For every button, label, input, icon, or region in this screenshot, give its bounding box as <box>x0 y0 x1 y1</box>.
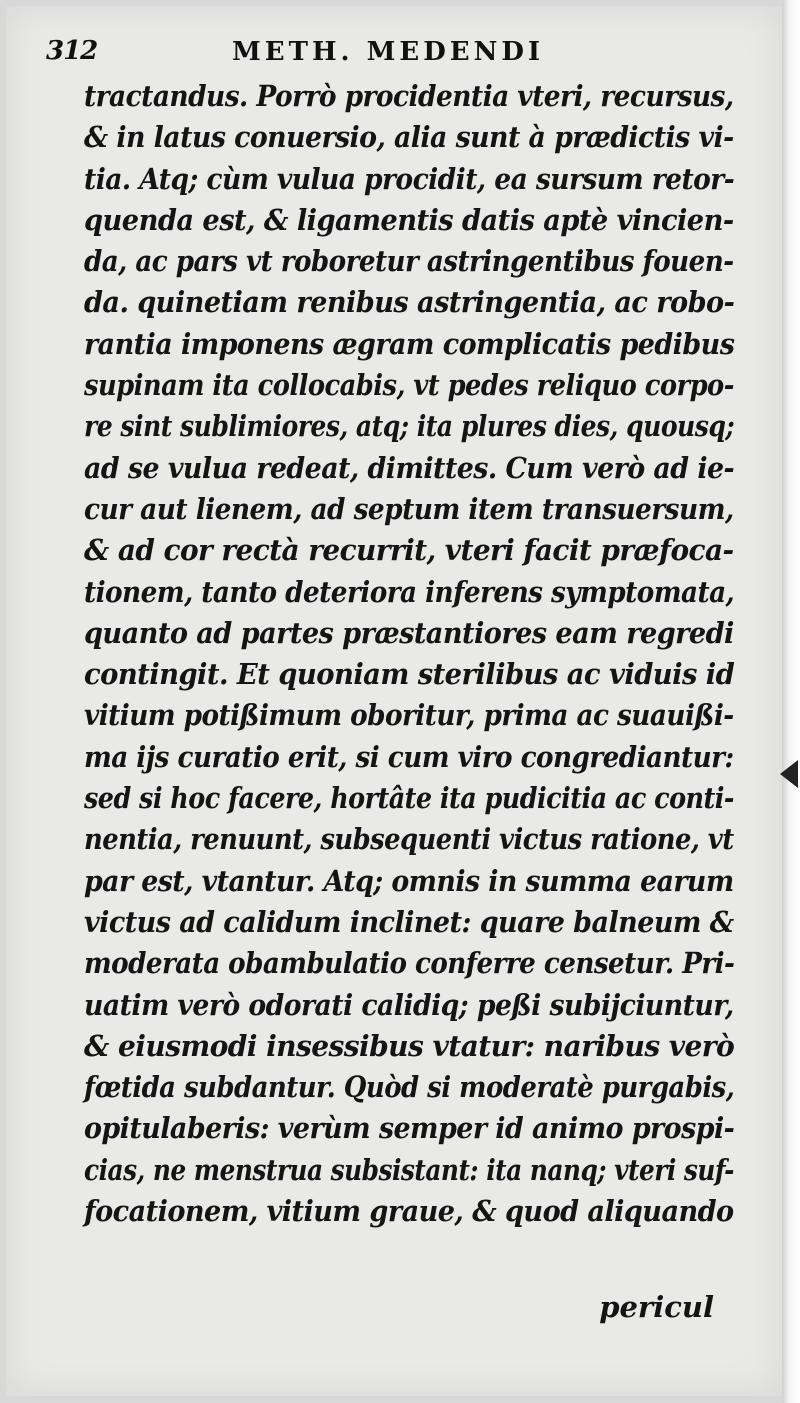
text-line: tractandus. Porrò procidentia vteri, recursus, <box>84 79 734 113</box>
text-line: rantia imponens ægram complicatis pedibus <box>84 326 735 361</box>
book-page <box>6 6 782 1396</box>
text-line: & eiusmodi insessibus vtatur: naribus verò <box>84 1028 735 1063</box>
running-head: METH. MEDENDI <box>232 37 545 67</box>
text-line: & in latus conuersio, alia sunt à prædictis vi- <box>84 120 734 155</box>
text-line: vitium potißimum oboritur, prima ac suauißi- <box>84 698 734 733</box>
text-line: fœtida subdantur. Quòd si moderatè purgabis, <box>84 1070 735 1105</box>
text-line: sed si hoc facere, hortâte ita pudicitia ac conti- <box>84 781 734 816</box>
text-line: par est, vtantur. Atq; omnis in summa earum <box>84 863 734 898</box>
page-tab-mark <box>780 760 798 788</box>
page-header <box>46 36 606 72</box>
text-line: re sint sublimiores, atq; ita plures dies, quousq; <box>84 409 735 444</box>
text-line: cias, ne menstrua subsistant: ita nanq; vteri suf- <box>84 1152 734 1187</box>
body-text <box>84 76 734 1232</box>
text-line: tionem, tanto deteriora inferens symptomata, <box>84 574 735 609</box>
page-edge <box>782 0 800 1403</box>
text-line: tia. Atq; cùm vulua procidit, ea sursum retor- <box>84 161 735 196</box>
page-number: 312 <box>46 36 98 66</box>
text-line: opitulaberis: verùm semper id animo prospi- <box>84 1111 735 1146</box>
text-line: uatim verò odorati calidiq; peßi subijciuntur, <box>84 987 734 1022</box>
text-line: quenda est, & ligamentis datis aptè vincien- <box>84 202 734 237</box>
catchword: pericul <box>599 1290 714 1324</box>
text-line: da. quinetiam renibus astringentia, ac robo- <box>84 285 735 320</box>
text-line: da, ac pars vt roboretur astringentibus fouen- <box>84 244 734 279</box>
text-line: quanto ad partes præstantiores eam regredi <box>84 615 734 650</box>
text-line: nentia, renuunt, subsequenti victus ratione, vt <box>84 822 734 857</box>
text-line: contingit. Et quoniam sterilibus ac viduis id <box>84 657 735 692</box>
text-line: ad se vulua redeat, dimittes. Cum verò ad ie- <box>84 450 735 485</box>
text-line: ma ijs curatio erit, si cum viro congrediantur: <box>84 739 734 774</box>
text-line: supinam ita collocabis, vt pedes reliquo corpo- <box>84 368 734 403</box>
text-line: moderata obambulatio conferre censetur. Pri- <box>84 946 735 981</box>
text-line: victus ad calidum inclinet: quare balneum & <box>84 904 734 939</box>
text-line: & ad cor rectà recurrit, vteri facit præfoca- <box>84 533 734 568</box>
text-line: cur aut lienem, ad septum item transuersum, <box>84 491 734 526</box>
text-line: focationem, vitium graue, & quod aliquando <box>84 1194 734 1229</box>
